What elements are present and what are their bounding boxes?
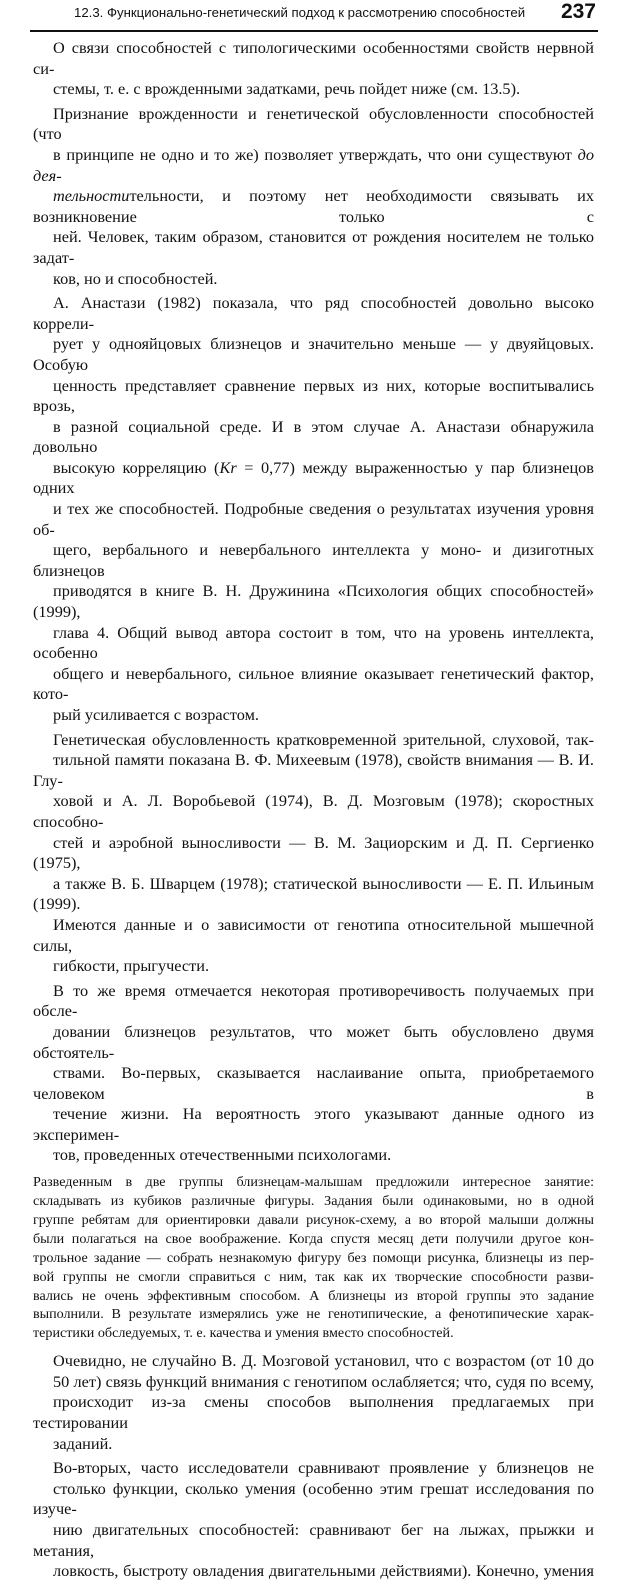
text-segment: высокую корреляцию ( xyxy=(53,457,220,477)
italic-term: тельности xyxy=(53,186,130,206)
text-line: ней. Человек, таким образом, становится от рождения носителем не только задат- xyxy=(33,227,594,267)
text-line: Во-вторых, часто исследователи сравнивают проявление у близнецов не xyxy=(53,1458,594,1478)
continued-text xyxy=(33,1351,594,1582)
text-line: рый усиливается с возрастом. xyxy=(53,705,259,724)
paragraph-nervous-system xyxy=(33,38,594,100)
note-line: были полагаться на свое воображение. Когда спустя месяц дети получили другое кон- xyxy=(33,1230,594,1247)
paragraph-anastasi xyxy=(33,293,594,725)
note-line: выполнили. В результате измерялись уже не генотипические, а фенотипические харак- xyxy=(33,1306,594,1323)
text-line: А. Анастази (1982) показала, что ряд способностей довольно высоко коррели- xyxy=(33,293,594,333)
note-line: Разведенным в две группы близнецам-малышам предложили интересное занятие: xyxy=(33,1174,594,1191)
text-line: течение жизни. На вероятность этого указывают данные одного из эксперимен- xyxy=(33,1104,594,1144)
note-line: группе ребятам для ориентировки давали рисунок-схему, а во второй малыши должны xyxy=(33,1211,594,1228)
text-line: в разной социальной среде. И в этом случае А. Анастази обнаружила довольно xyxy=(33,416,594,457)
text-line: и тех же способностей. Подробные сведения о результатах изучения уровня об- xyxy=(33,499,594,539)
text-line: общего и невербального, сильное влияние оказывает генетический фактор, кото- xyxy=(33,663,594,704)
text-line: рует у однояйцовых близнецов и значительно меньше — у двуяйцовых. Особую xyxy=(33,334,594,374)
text-line: ков, но и способностей. xyxy=(53,268,218,288)
text-line: происходит из-за смены способов выполнения предлагаемых при тестировании xyxy=(33,1392,594,1432)
page-body xyxy=(33,38,594,1582)
paragraph-contradiction xyxy=(33,981,594,1166)
correlation-symbol: Kr xyxy=(219,457,237,477)
page-number: 237 xyxy=(560,0,596,23)
text-segment: в принципе не одно и то же) позволяет утверждать, что они существуют xyxy=(53,144,578,164)
text-line: О связи способностей с типологическими особенностями свойств нервной си- xyxy=(33,38,594,78)
text-line: ховой и А. Л. Воробьевой (1974), В. Д. Мозговым (1978); скоростных способно- xyxy=(33,791,594,831)
text-line xyxy=(33,186,594,227)
text-segment: = 0,77) между выраженностью у пар близнецов одних xyxy=(33,457,594,498)
text-line: стей и аэробной выносливости — В. М. Зациорским и Д. П. Сергиенко (1975), xyxy=(33,832,594,873)
text-line: нию двигательных способностей: сравнивают бег на лыжах, прыжки и метания, xyxy=(33,1519,594,1560)
text-line: столько функции, сколько умения (особенно этим грешат исследования по изучe- xyxy=(33,1478,594,1519)
text-line: В то же время отмечается некоторая противоречивость получаемых при обсле- xyxy=(33,980,594,1021)
experiment-note xyxy=(33,1173,594,1343)
note-line: теристики обследуемых, т. е. качества и умения вместо способностей. xyxy=(33,1325,454,1342)
paragraph-mozgovoy xyxy=(33,1351,594,1454)
paragraph-innateness xyxy=(33,104,594,289)
note-line: вались не очень эффективным способом. А близнецы из второй группы это задание xyxy=(33,1287,594,1304)
note-line: трольное задание — собрать незнакомую фигуру без помощи рисунка, близнецы из пер- xyxy=(33,1249,594,1266)
text-line: 50 лет) связь функций внимания с генотипом ослабляется; что, судя по всему, xyxy=(53,1371,594,1391)
text-line xyxy=(33,458,594,499)
text-segment: тельности, и поэтому нет необходимости связывать их возникновение только с xyxy=(33,186,594,226)
running-title: 12.3. Функционально-генетический подход к рассмотрению способностей xyxy=(74,5,526,20)
text-line: ценность представляет сравнение первых из них, которые воспитывались врозь, xyxy=(33,375,594,416)
text-line: ствами. Во-первых, сказывается наслаивание опыта, приобретаемого человеком в xyxy=(33,1063,594,1103)
text-line: а также В. Б. Шварцем (1978); статической выносливости — Е. П. Ильиным (1999). xyxy=(33,873,594,914)
text-line xyxy=(33,145,594,186)
text-line: довании близнецов результатов, что может быть обусловлено двумя обстоятель- xyxy=(33,1021,594,1062)
text-line: заданий. xyxy=(53,1433,113,1453)
text-line: Признание врожденности и генетической обусловленности способностей (что xyxy=(33,103,594,144)
text-line: Очевидно, не случайно В. Д. Мозговой установил, что с возрастом (от 10 до xyxy=(53,1351,594,1371)
text-line: тильной памяти показана В. Ф. Михеевым (1978), свойств внимания — В. И. Глу- xyxy=(33,750,594,790)
page-header xyxy=(30,0,598,32)
paragraph-genetic-memory xyxy=(33,730,594,977)
note-line: складывать из кубиков различные фигуры. Задания были одинаковыми, но в одной xyxy=(33,1192,594,1209)
main-text xyxy=(33,38,594,1166)
text-line: тов, проведенных отечественными психологами. xyxy=(53,1145,392,1165)
text-line: гибкости, прыгучести. xyxy=(53,956,210,976)
text-line: ловкость, быстроту овладения двигательными действиями). Конечно, умения xyxy=(53,1561,594,1581)
text-line: стемы, т. е. с врожденными задатками, речь пойдет ниже (см. 13.5). xyxy=(53,79,521,99)
text-line: Генетическая обусловленность кратковременной зрительной, слуховой, так- xyxy=(53,729,594,749)
text-line: Имеются данные и о зависимости от генотипа относительной мышечной силы, xyxy=(33,914,594,955)
note-paragraph xyxy=(33,1173,594,1343)
text-line: глава 4. Общий вывод автора состоит в том, что на уровень интеллекта, особенно xyxy=(33,622,594,663)
paragraph-secondly xyxy=(33,1458,594,1582)
text-line: приводятся в книге В. Н. Дружинина «Психология общих способностей» (1999), xyxy=(33,581,594,622)
italic-term: до дея- xyxy=(33,144,594,185)
text-line: щего, вербального и невербального интеллекта у моно- и дизиготных близнецов xyxy=(33,540,594,580)
note-line: вой группы не смогли справиться с ним, так как их творческие способности разви- xyxy=(33,1268,594,1285)
